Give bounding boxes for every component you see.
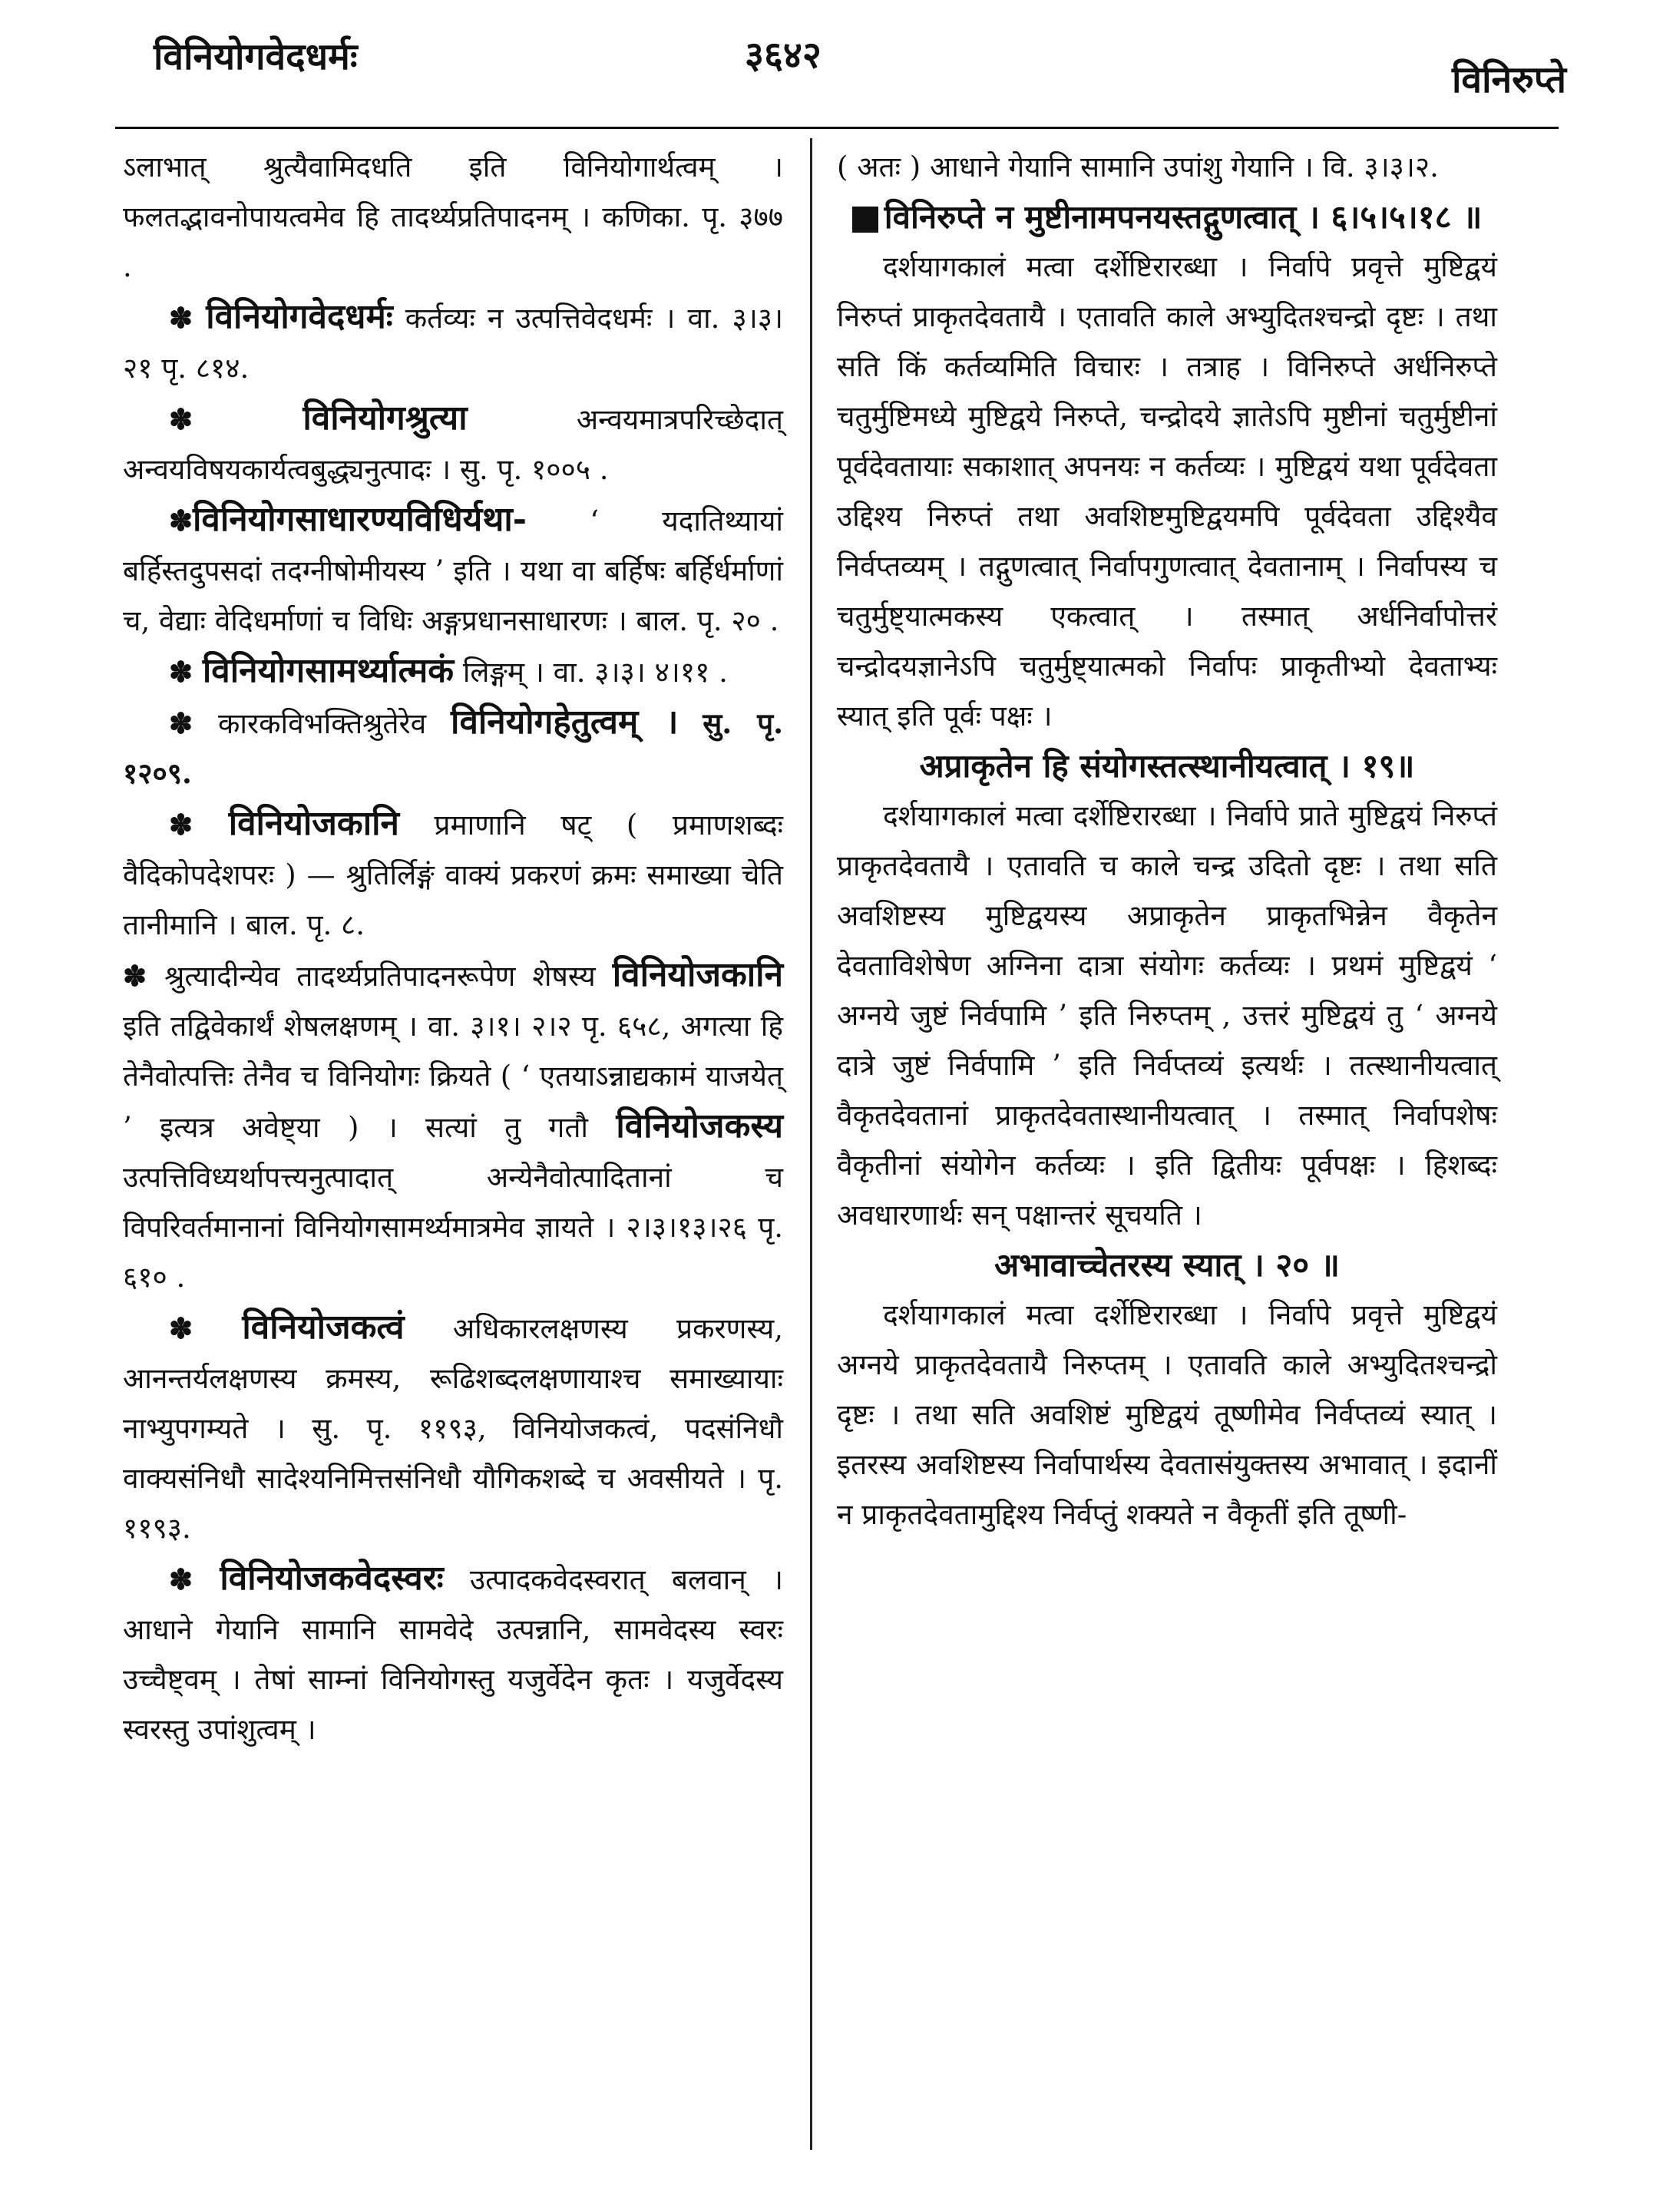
entry-pretext: श्रुत्यादीन्येव तादर्थ्यप्रतिपादनरूपेण शेषस्य	[164, 960, 596, 993]
asterisk-icon: ✽	[169, 808, 229, 841]
entry-headword: विनियोगवेदधर्मः	[206, 297, 393, 336]
column-divider	[810, 138, 812, 2150]
right-column	[837, 142, 1497, 1539]
entry-text: अधिकारलक्षणस्य प्रकरणस्य, आनन्तर्यलक्षणस्य क्रमस्य, रूढिशब्दलक्षणायाश्च समाख्यायाः नाभ्युपगम्यते । सु. पृ. ११९३, विनियोजकत्वं, पदसंनिधौ वाक्यसंनिधौ सादेश्यनिमित्तसंनिधौ यौगिकशब्दे च अवसीयते । पृ. ११९३.	[123, 1312, 783, 1545]
entry-text: उत्पादकवेदस्वरात् बलवान् । आधाने गेयानि सामानि सामवेदे उत्पन्नानि, सामवेदस्य स्वरः उच्चैष्ट्वम् । तेषां साम्नां विनियोगस्तु यजुर्वेदेन कृतः । यजुर्वेदस्य स्वरस्तु उपांशुत्वम् ।	[123, 1563, 783, 1746]
asterisk-icon: ✽	[169, 706, 218, 740]
left-paragraph-1: ऽलाभात् श्रुत्यैवामिदधति इति विनियोगार्थत्वम् । फलतद्भावनोपायत्वमेव हि तादर्थ्यप्रतिपादनम् । कणिका. पृ. ३७७ .	[123, 150, 783, 283]
left-entry-5	[123, 646, 783, 697]
sutra-1	[837, 192, 1497, 242]
left-entry-10	[123, 1553, 783, 1754]
entry-pretext: कारकविभक्तिश्रुतेरेव	[217, 707, 427, 740]
entry-headword: विनियोगश्रुत्या	[303, 398, 468, 438]
entry-headword: विनियोगसामर्थ्यात्मकं	[202, 651, 455, 690]
running-head-right: विनिरुप्ते	[1451, 58, 1566, 101]
asterisk-icon: ✽	[123, 959, 165, 993]
sutra-text: विनिरुप्ते न मुष्टीनामपनयस्तद्गुणत्वात् । ६।५।५।१८ ॥	[884, 198, 1483, 236]
entry-headword: विनियोजकवेदस्वरः	[220, 1559, 444, 1598]
entry-text: अन्वयमात्रपरिच्छेदात् अन्वयविषयकार्यत्वबुद्ध्यनुत्पादः । सु. पृ. १००५ .	[123, 403, 783, 486]
asterisk-icon: ✽	[169, 1311, 243, 1345]
asterisk-icon: ✽	[169, 1562, 220, 1596]
entry-text: ‘ यदातिथ्यायां बर्हिस्तदुपसदां तदग्नीषोमीयस्य ’ इति । यथा वा बर्हिषः बर्हिर्धर्माणां च, वेद्याः वेदिधर्माणां च विधिः अङ्गप्रधानसाधारणः । बाल. पृ. २० .	[123, 504, 783, 637]
page-number: ३६४२	[745, 34, 822, 77]
left-entry-3	[123, 393, 783, 494]
right-paragraph-1: ( अतः ) आधाने गेयानि सामानि उपांशु गेयानि । वि. ३।३।२.	[837, 150, 1439, 184]
header-rule	[115, 127, 1559, 129]
entry-headword: विनियोगहेतुत्वम् ।	[451, 703, 679, 742]
left-entry-6	[123, 697, 783, 799]
entry-headword: विनियोजकानि	[612, 955, 783, 994]
left-entry-8	[123, 950, 783, 1302]
book-icon	[852, 207, 878, 233]
right-paragraph-4: दर्शयागकालं मत्वा दर्शेष्टिरारब्धा । निर्वापे प्रवृत्ते मुष्टिद्वयं अग्नये प्राकृतदेवतायै निरुप्तम् । एतावति काले अभ्युदितश्चन्द्रो दृष्टः । तथा सति अवशिष्टं मुष्टिद्वयं तूष्णीमेव निर्वप्तव्यं स्यात् । इतरस्य अवशिष्टस्य निर्वापार्थस्य देवतासंयुक्तस्य अभावात् । इदानीं न प्राकृतदेवतामुद्दिश्य निर्वप्तुं शक्यते न वैकृतीं इति तूष्णी-	[837, 1298, 1497, 1531]
entry-headword: विनियोजकानि	[228, 804, 399, 843]
left-entry-9	[123, 1302, 783, 1553]
entry-text: सु. पृ. १२०९.	[123, 706, 783, 790]
entry-headword: विनियोगसाधारण्यविधिर्यथा-	[193, 500, 527, 539]
entry-text-2: उत्पत्तिविध्यर्थापत्त्यनुत्पादात् अन्येनैवोत्पादितानां च विपरिवर्तमानानां विनियोगसामर्थ्यमात्रमेव ज्ञायते । २।३।१३।२६ पृ. ६१० .	[123, 1161, 783, 1294]
entry-text: प्रमाणानि षट् ( प्रमाणशब्दः वैदिकोपदेशपरः ) — श्रुतिर्लिङ्गं वाक्यं प्रकरणं क्रमः समाख्या चेति तानीमानि । बाल. पृ. ८.	[123, 808, 783, 941]
asterisk-icon: ✽	[169, 504, 193, 537]
asterisk-icon: ✽	[169, 301, 207, 335]
right-paragraph-3: दर्शयागकालं मत्वा दर्शेष्टिरारब्धा । निर्वापे प्राते मुष्टिद्वयं निरुप्तं प्राकृतदेवतायै । एतावति च काले चन्द्र उदितो दृष्टः । तथा सति अवशिष्टस्य मुष्टिद्वयस्य अप्राकृतेन प्राकृतभिन्नेन वैकृतेन देवताविशेषेण अग्निना दात्रा संयोगः कर्तव्यः । प्रथमं मुष्टिद्वयं ‘ अग्नये जुष्टं निर्वपामि ’ इति निरुप्तम् , उत्तरं मुष्टिद्वयं तु ‘ अग्नये दात्रे जुष्टं निर्वपामि ’ इति निर्वप्तव्यं इत्यर्थः । तत्स्थानीयत्वात् वैकृतदेवतानां प्राकृतदेवतास्थानीयत्वात् । तस्मात् निर्वापशेषः वैकृतीनां संयोगेन कर्तव्यः । इति द्वितीयः पूर्वपक्षः । हिशब्दः अवधारणार्थः सन् पक्षान्तरं सूचयति ।	[837, 799, 1497, 1232]
entry-headword-2: विनियोजकस्य	[616, 1106, 783, 1146]
left-entry-7	[123, 799, 783, 950]
asterisk-icon: ✽	[169, 655, 203, 689]
entry-headword: विनियोजकत्वं	[242, 1308, 405, 1347]
left-entry-2	[123, 292, 783, 393]
left-column	[123, 142, 783, 1754]
sutra-3: अभावाच्चेतरस्य स्यात् । २० ॥	[994, 1246, 1340, 1284]
entry-text: इति तद्विवेकार्थं शेषलक्षणम् । वा. ३।१। २।२ पृ. ६५८, अगत्या हि तेनैवोत्पत्तिः तेनैव च विनियोगः क्रियते ( ‘ एतयाऽन्नाद्यकामं याजयेत् ’ इत्यत्र अवेष्ट्या ) । सत्यां तु गतौ	[123, 1010, 783, 1144]
left-entry-4	[123, 494, 783, 646]
page-header	[107, 23, 1582, 107]
right-paragraph-2: दर्शयागकालं मत्वा दर्शेष्टिरारब्धा । निर्वापे प्रवृत्ते मुष्टिद्वयं निरुप्तं प्राकृतदेवतायै । एतावति काले अभ्युदितश्चन्द्रो दृष्टः । तथा सति किं कर्तव्यमिति विचारः । तत्राह । विनिरुप्ते अर्धनिरुप्ते चतुर्मुष्टिमध्ये मुष्टिद्वये निरुप्ते, चन्द्रोदये ज्ञातेऽपि मुष्टीनां चतुर्मुष्टीनां पूर्वदेवतायाः सकाशात् अपनयः न कर्तव्यः । मुष्टिद्वयं यथा पूर्वदेवता उद्दिश्य निरुप्तं तथा अवशिष्टमुष्टिद्वयमपि पूर्वदेवता उद्दिश्यैव निर्वप्तव्यम् । तद्गुणत्वात् निर्वापगुणत्वात् देवतानाम् । निर्वापस्य च चतुर्मुष्ट्यात्मकस्य एकत्वात् । तस्मात् अर्धनिर्वापोत्तरं चन्द्रोदयज्ञानेऽपि चतुर्मुष्ट्यात्मको निर्वापः प्राकृतीभ्यो देवताभ्यः स्यात् इति पूर्वः पक्षः ।	[837, 250, 1497, 732]
sutra-2: अप्राकृतेन हि संयोगस्तत्स्थानीयत्वात् । १९॥	[919, 747, 1415, 785]
entry-text: कर्तव्यः न उत्पत्तिवेदधर्मः । वा. ३।३।२१ पृ. ८१४.	[123, 302, 783, 385]
running-head-left: विनियोगवेदधर्मः	[154, 35, 358, 78]
asterisk-icon: ✽	[169, 402, 303, 436]
entry-text: लिङ्गम् । वा. ३।३। ४।११ .	[462, 656, 728, 689]
